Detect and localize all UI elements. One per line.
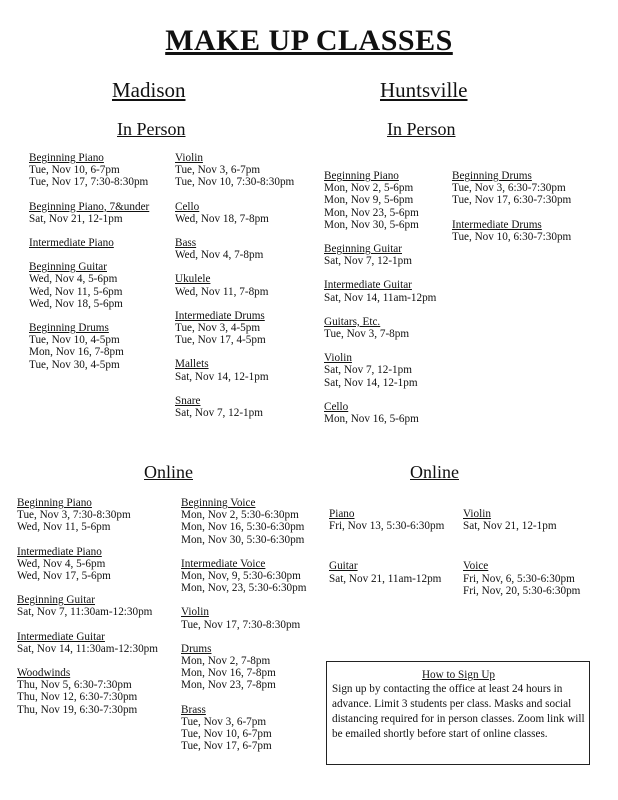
- huntsville-online-right-column: [463, 508, 580, 625]
- class-block: [181, 558, 306, 595]
- class-time: Sat, Nov 14, 11:30am-12:30pm: [17, 642, 158, 655]
- class-name: Beginning Guitar: [324, 243, 402, 256]
- class-time: Wed, Nov 11, 5-6pm: [29, 285, 123, 298]
- class-name: Drums: [181, 642, 212, 655]
- class-name: Intermediate Voice: [181, 557, 266, 570]
- class-block: [17, 546, 158, 583]
- class-block: [175, 201, 294, 225]
- class-time: Tue, Nov 10, 7:30-8:30pm: [175, 176, 295, 189]
- class-time: Fri, Nov 13, 5:30-6:30pm: [329, 520, 445, 533]
- class-time: Wed, Nov 11, 5-6pm: [17, 521, 111, 534]
- class-name: Beginning Guitar: [17, 594, 95, 607]
- class-block: [17, 667, 158, 716]
- class-time: Mon, Nov 16, 5-6pm: [324, 413, 419, 426]
- class-name: Beginning Piano: [324, 170, 399, 182]
- class-time: Tue, Nov 17, 4-5pm: [175, 334, 266, 347]
- class-time: Tue, Nov 3, 4-5pm: [175, 322, 261, 335]
- class-block: [463, 508, 580, 532]
- class-name: Woodwinds: [17, 667, 71, 680]
- class-block: [181, 704, 306, 753]
- class-time: Sat, Nov 7, 12-1pm: [324, 255, 412, 268]
- madison-online-heading: Online: [144, 462, 193, 482]
- class-name: Beginning Drums: [452, 170, 532, 182]
- class-name: Violin: [181, 606, 209, 619]
- class-name: Brass: [181, 703, 206, 716]
- class-name: Guitars, Etc.: [324, 315, 381, 328]
- huntsville-in-person-heading: In Person: [387, 119, 456, 139]
- class-time: Thu, Nov 5, 6:30-7:30pm: [17, 679, 132, 692]
- class-name: Violin: [175, 152, 203, 164]
- class-block: [324, 243, 436, 267]
- class-name: Violin: [324, 352, 352, 365]
- class-block: [324, 279, 436, 303]
- class-time: Wed, Nov 4, 7-8pm: [175, 249, 264, 262]
- class-time: Thu, Nov 12, 6:30-7:30pm: [17, 691, 138, 704]
- class-time: Mon, Nov 2, 7-8pm: [181, 655, 271, 668]
- class-time: Tue, Nov 10, 6:30-7:30pm: [452, 230, 572, 243]
- class-name: Intermediate Piano: [29, 237, 114, 250]
- class-time: Mon, Nov 2, 5-6pm: [324, 182, 414, 195]
- class-block: [181, 497, 306, 546]
- class-name: Beginning Piano: [29, 152, 104, 164]
- class-time: Tue, Nov 17, 7:30-8:30pm: [181, 618, 301, 631]
- class-name: Intermediate Drums: [175, 309, 265, 322]
- huntsville-online-heading: Online: [410, 462, 459, 482]
- class-time: Tue, Nov 10, 6-7pm: [181, 728, 272, 741]
- class-block: [175, 358, 294, 382]
- madison-in-person-heading: In Person: [117, 119, 186, 139]
- class-name: Beginning Piano: [17, 497, 92, 509]
- class-time: Tue, Nov 17, 6-7pm: [181, 740, 272, 753]
- class-time: Mon, Nov 16, 7-8pm: [29, 346, 124, 359]
- class-block: [324, 401, 436, 425]
- class-block: [324, 352, 436, 389]
- class-time: Tue, Nov 3, 6-7pm: [175, 164, 261, 177]
- signup-box: [326, 661, 590, 765]
- class-block: [175, 273, 294, 297]
- class-block: [329, 508, 444, 532]
- class-block: [463, 560, 580, 597]
- class-time: Sat, Nov 21, 11am-12pm: [329, 572, 442, 585]
- class-block: [175, 395, 294, 419]
- class-block: [329, 560, 444, 584]
- class-time: Sat, Nov 14, 11am-12pm: [324, 291, 437, 304]
- class-block: [29, 322, 149, 371]
- class-block: [29, 237, 149, 249]
- class-time: Mon, Nov 23, 7-8pm: [181, 679, 276, 692]
- class-block: [29, 152, 149, 189]
- class-block: [181, 643, 306, 692]
- class-block: [29, 201, 149, 225]
- class-name: Ukulele: [175, 273, 211, 286]
- class-time: Mon, Nov, 9, 5:30-6:30pm: [181, 570, 301, 583]
- class-block: [324, 316, 436, 340]
- class-time: Mon, Nov, 23, 5:30-6:30pm: [181, 582, 307, 595]
- class-name: Intermediate Piano: [17, 545, 102, 558]
- class-time: Sat, Nov 21, 12-1pm: [463, 520, 557, 533]
- class-name: Beginning Guitar: [29, 261, 107, 274]
- class-name: Intermediate Guitar: [324, 279, 412, 292]
- class-time: Wed, Nov 18, 7-8pm: [175, 212, 269, 225]
- class-time: Tue, Nov 17, 6:30-7:30pm: [452, 194, 572, 207]
- class-name: Beginning Drums: [29, 322, 109, 335]
- huntsville-in-person-left-column: [324, 170, 436, 437]
- class-block: [181, 606, 306, 630]
- class-time: Mon, Nov 9, 5-6pm: [324, 194, 414, 207]
- class-time: Tue, Nov 3, 6:30-7:30pm: [452, 182, 566, 195]
- class-time: Sat, Nov 7, 12-1pm: [175, 407, 263, 420]
- madison-online-right-column: [181, 497, 306, 764]
- class-name: Piano: [329, 508, 355, 520]
- class-time: Wed, Nov 4, 5-6pm: [17, 557, 106, 570]
- signup-title: How to Sign Up: [421, 669, 496, 681]
- huntsville-heading: Huntsville: [380, 78, 468, 102]
- class-name: Beginning Voice: [181, 497, 256, 509]
- class-block: [17, 631, 158, 655]
- class-name: Cello: [175, 200, 200, 213]
- class-name: Cello: [324, 400, 349, 413]
- class-block: [175, 310, 294, 347]
- class-block: [175, 237, 294, 261]
- page-title: MAKE UP CLASSES: [165, 24, 453, 57]
- class-name: Intermediate Guitar: [17, 630, 105, 643]
- class-name: Intermediate Drums: [452, 218, 542, 231]
- class-name: Mallets: [175, 358, 209, 371]
- class-name: Voice: [463, 560, 489, 573]
- class-name: Beginning Piano, 7&under: [29, 200, 150, 213]
- class-time: Mon, Nov 23, 5-6pm: [324, 206, 419, 219]
- class-time: Wed, Nov 17, 5-6pm: [17, 570, 111, 583]
- class-time: Mon, Nov 16, 7-8pm: [181, 667, 276, 680]
- class-time: Sat, Nov 14, 12-1pm: [324, 376, 418, 389]
- class-time: Mon, Nov 30, 5:30-6:30pm: [181, 533, 305, 546]
- class-time: Mon, Nov 16, 5:30-6:30pm: [181, 521, 305, 534]
- class-time: Fri, Nov, 20, 5:30-6:30pm: [463, 584, 581, 597]
- class-time: Wed, Nov 11, 7-8pm: [175, 285, 269, 298]
- class-block: [175, 152, 294, 189]
- madison-online-left-column: [17, 497, 158, 728]
- class-time: Sat, Nov 7, 11:30am-12:30pm: [17, 606, 153, 619]
- class-block: [324, 170, 436, 231]
- class-time: Tue, Nov 30, 4-5pm: [29, 358, 120, 371]
- class-name: Guitar: [329, 560, 358, 573]
- madison-heading: Madison: [112, 78, 186, 102]
- class-time: Mon, Nov 30, 5-6pm: [324, 218, 419, 231]
- madison-in-person-left-column: [29, 152, 149, 383]
- class-time: Wed, Nov 4, 5-6pm: [29, 273, 118, 286]
- signup-body: Sign up by contacting the office at least 24 hours in advance. Limit 3 students per class. Masks and social distancing required for in person classes. Zoom link will be emailed shortly before start of online classes.: [332, 683, 585, 740]
- class-time: Tue, Nov 3, 7-8pm: [324, 328, 410, 341]
- class-block: [452, 219, 571, 243]
- class-name: Violin: [463, 508, 491, 520]
- class-time: Sat, Nov 14, 12-1pm: [175, 370, 269, 383]
- class-time: Wed, Nov 18, 5-6pm: [29, 297, 123, 310]
- class-time: Tue, Nov 3, 6-7pm: [181, 715, 267, 728]
- class-time: Fri, Nov, 6, 5:30-6:30pm: [463, 572, 575, 585]
- class-time: Mon, Nov 2, 5:30-6:30pm: [181, 509, 299, 522]
- class-time: Tue, Nov 17, 7:30-8:30pm: [29, 176, 149, 189]
- class-time: Thu, Nov 19, 6:30-7:30pm: [17, 703, 138, 716]
- huntsville-online-left-column: [329, 508, 444, 613]
- class-block: [29, 261, 149, 310]
- class-block: [452, 170, 571, 207]
- huntsville-in-person-right-column: [452, 170, 571, 255]
- class-name: Snare: [175, 394, 201, 407]
- class-time: Tue, Nov 10, 6-7pm: [29, 164, 120, 177]
- class-block: [17, 497, 158, 534]
- madison-in-person-right-column: [175, 152, 294, 431]
- class-time: Tue, Nov 3, 7:30-8:30pm: [17, 509, 131, 522]
- class-name: Bass: [175, 237, 197, 250]
- class-time: Tue, Nov 10, 4-5pm: [29, 334, 120, 347]
- class-time: Sat, Nov 7, 12-1pm: [324, 364, 412, 377]
- class-time: Sat, Nov 21, 12-1pm: [29, 212, 123, 225]
- class-block: [17, 594, 158, 618]
